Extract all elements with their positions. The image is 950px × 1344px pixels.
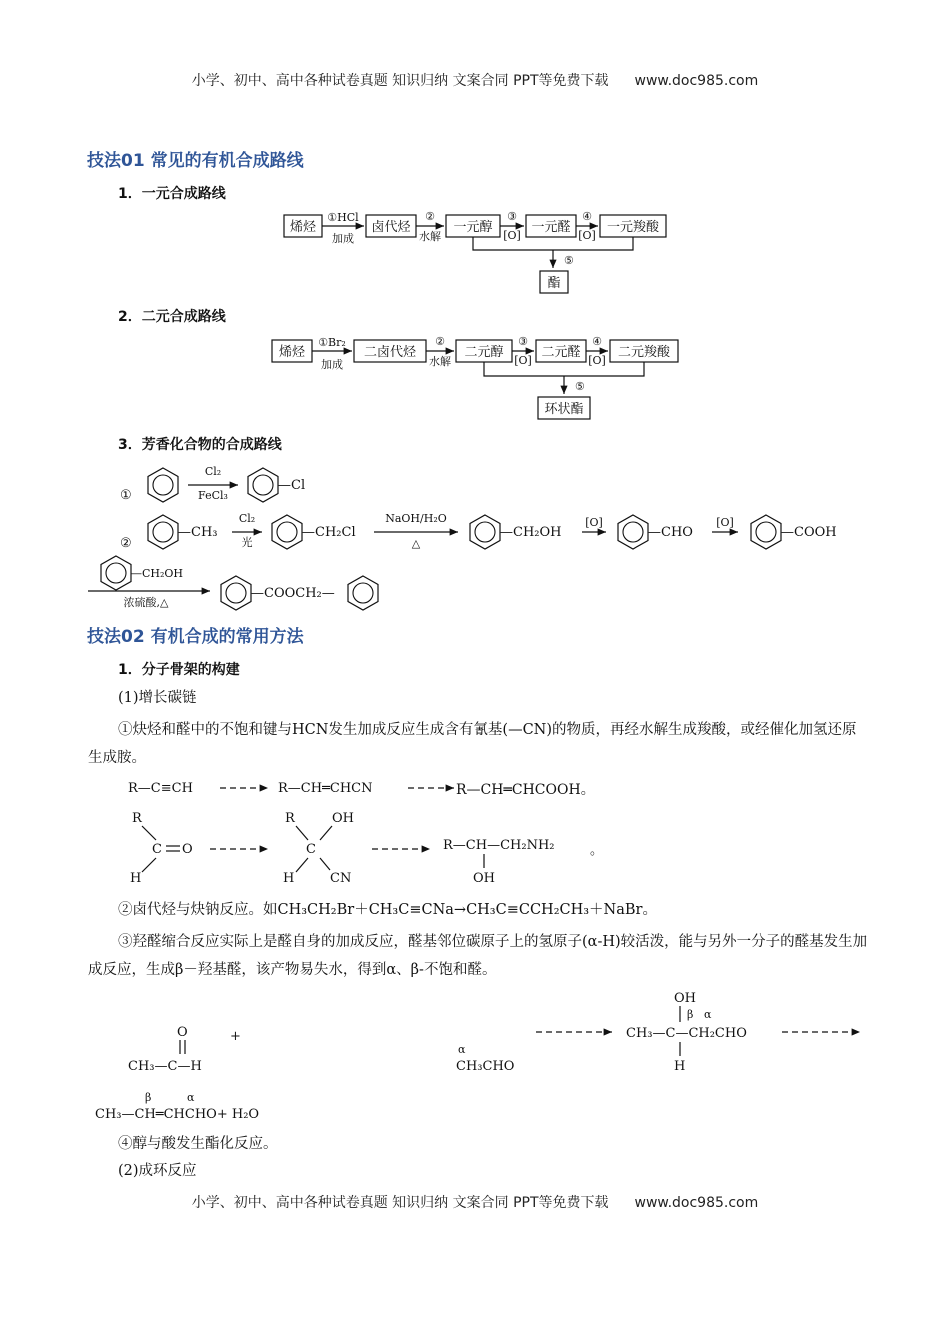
svg-text:[O]: [O] (514, 354, 532, 367)
route2-diagram (0, 328, 950, 423)
svg-text:二卤代烃: 二卤代烃 (363, 345, 417, 360)
svg-text:烯烃: 烯烃 (278, 345, 306, 360)
header-url[interactable]: www.doc985.com (634, 73, 759, 89)
svg-text:C: C (306, 842, 316, 857)
svg-text:一元醛: 一元醛 (531, 220, 571, 235)
svg-text:。: 。 (590, 843, 604, 858)
route3-title: 3．芳香化合物的合成路线 (118, 437, 282, 453)
para-chain: (1)增长碳链 (118, 690, 197, 706)
section-title-2: 技法02 有机合成的常用方法 (87, 627, 304, 647)
svg-text:—CHO: —CHO (648, 525, 693, 540)
svg-text:NaOH/H₂O: NaOH/H₂O (385, 512, 447, 525)
svg-text:R—CH═CHCOOH。: R—CH═CHCOOH。 (456, 782, 595, 798)
svg-text:酯: 酯 (547, 276, 561, 291)
equation-2 (0, 806, 950, 888)
svg-text:二元醛: 二元醛 (541, 345, 581, 360)
svg-text:R: R (285, 811, 295, 826)
sub1-title: 1．分子骨架的构建 (118, 662, 240, 678)
svg-text:加成: 加成 (332, 232, 354, 245)
svg-text:C: C (152, 842, 162, 857)
svg-text:光: 光 (241, 536, 253, 549)
svg-text:二元羧酸: 二元羧酸 (617, 345, 671, 360)
svg-text:①HCl: ①HCl (327, 211, 359, 224)
svg-text:[O]: [O] (503, 229, 521, 242)
section-title-1: 技法01 常见的有机合成路线 (87, 151, 304, 171)
equation-3 (0, 984, 950, 1124)
para-ring: (2)成环反应 (118, 1163, 197, 1179)
svg-text:R—C≡CH: R—C≡CH (128, 781, 193, 796)
svg-text:H: H (674, 1059, 686, 1074)
svg-text:—COOH: —COOH (781, 525, 837, 540)
page-footer (0, 1192, 950, 1212)
box-alkene-label: 烯烃 (289, 220, 317, 235)
svg-text:[O]: [O] (588, 354, 606, 367)
svg-text:④: ④ (592, 335, 602, 348)
svg-text:[O]: [O] (578, 229, 596, 242)
svg-text:⑤: ⑤ (575, 380, 585, 393)
header-text: 小学、初中、高中各种试卷真题 知识归纳 文案合同 PPT等免费下载 (191, 73, 609, 89)
svg-text:[O]: [O] (585, 516, 603, 529)
svg-text:环状酯: 环状酯 (544, 402, 584, 417)
svg-text:CH₃CHO: CH₃CHO (456, 1059, 515, 1074)
benzene (148, 468, 178, 502)
svg-text:③: ③ (507, 210, 517, 223)
svg-text:—CH₂Cl: —CH₂Cl (302, 525, 356, 540)
svg-text:CH₃—C—H: CH₃—C—H (128, 1059, 202, 1074)
para-hcn: ①炔烃和醛中的不饱和键与HCN发生加成反应生成含有氰基(—CN)的物质，再经水解生成羧酸，或经催化加氢还原生成胺。 (88, 722, 857, 766)
svg-text:α: α (458, 1043, 466, 1056)
svg-text:FeCl₃: FeCl₃ (198, 489, 228, 502)
svg-text:①Br₂: ①Br₂ (318, 336, 346, 349)
svg-text:水解: 水解 (429, 355, 451, 368)
svg-text:①: ① (120, 488, 132, 503)
svg-text:二元醇: 二元醇 (464, 345, 504, 360)
route3-diagram (0, 455, 950, 615)
svg-text:②: ② (120, 536, 132, 551)
svg-text:加成: 加成 (321, 358, 343, 371)
svg-text:+: + (230, 1029, 241, 1044)
svg-text:R—CH═CHCN: R—CH═CHCN (278, 781, 373, 796)
svg-text:②: ② (435, 335, 445, 348)
svg-text:②: ② (425, 210, 435, 223)
equation-1 (0, 772, 950, 802)
svg-text:α: α (187, 1091, 195, 1104)
svg-text:OH: OH (332, 811, 354, 826)
svg-text:—Cl: —Cl (278, 478, 306, 493)
para-aldol: ③羟醛缩合反应实际上是醛自身的加成反应，醛基邻位碳原子上的氢原子(α-H)较活泼，能与另外一分子的醛基发生加成反应，生成β－羟基醛，该产物易失水，得到α、β-不饱和醛。 (88, 934, 868, 978)
page-header (0, 70, 950, 90)
svg-text:CH₃—C—CH₂CHO: CH₃—C—CH₂CHO (626, 1026, 747, 1041)
svg-text:H: H (283, 871, 295, 886)
toluene (148, 515, 178, 549)
svg-text:O: O (182, 842, 193, 857)
para-alkynide: ②卤代烃与炔钠反应。如CH₃CH₂Br＋CH₃C≡CNa→CH₃C≡CCH₂CH₃＋NaBr。 (118, 902, 657, 918)
svg-text:O: O (177, 1025, 188, 1040)
svg-text:④: ④ (582, 210, 592, 223)
svg-text:浓硫酸,△: 浓硫酸,△ (123, 596, 169, 609)
svg-text:Cl₂: Cl₂ (238, 512, 256, 525)
svg-text:Cl₂: Cl₂ (204, 465, 222, 478)
svg-text:[O]: [O] (716, 516, 734, 529)
footer-text: 小学、初中、高中各种试卷真题 知识归纳 文案合同 PPT等免费下载 (191, 1195, 609, 1211)
svg-text:—CH₂OH: —CH₂OH (131, 567, 184, 580)
svg-text:CH₃—CH═CHCHO+ H₂O: CH₃—CH═CHCHO+ H₂O (95, 1107, 260, 1122)
footer-url[interactable]: www.doc985.com (634, 1195, 759, 1211)
svg-text:H: H (130, 871, 142, 886)
route1-diagram (0, 200, 950, 300)
route1-title: 1．一元合成路线 (118, 186, 226, 202)
svg-text:R: R (132, 811, 142, 826)
svg-text:α: α (704, 1008, 712, 1021)
svg-text:⑤: ⑤ (564, 254, 574, 267)
svg-text:OH: OH (674, 991, 696, 1006)
route2-title: 2．二元合成路线 (118, 309, 226, 325)
svg-text:△: △ (411, 537, 421, 550)
svg-text:β: β (145, 1091, 152, 1104)
svg-text:卤代烃: 卤代烃 (371, 220, 411, 235)
para-ester: ④醇与酸发生酯化反应。 (118, 1136, 278, 1152)
svg-text:一元羧酸: 一元羧酸 (606, 220, 660, 235)
svg-text:—CH₂OH: —CH₂OH (500, 525, 562, 540)
svg-text:—COOCH₂—: —COOCH₂— (251, 586, 335, 601)
svg-text:CN: CN (330, 871, 352, 886)
svg-text:③: ③ (518, 335, 528, 348)
svg-text:R—CH—CH₂NH₂: R—CH—CH₂NH₂ (443, 838, 555, 853)
svg-text:OH: OH (473, 871, 495, 886)
svg-text:水解: 水解 (419, 230, 441, 243)
svg-text:β: β (687, 1008, 694, 1021)
svg-text:一元醇: 一元醇 (453, 220, 493, 235)
svg-text:—CH₃: —CH₃ (178, 525, 218, 540)
